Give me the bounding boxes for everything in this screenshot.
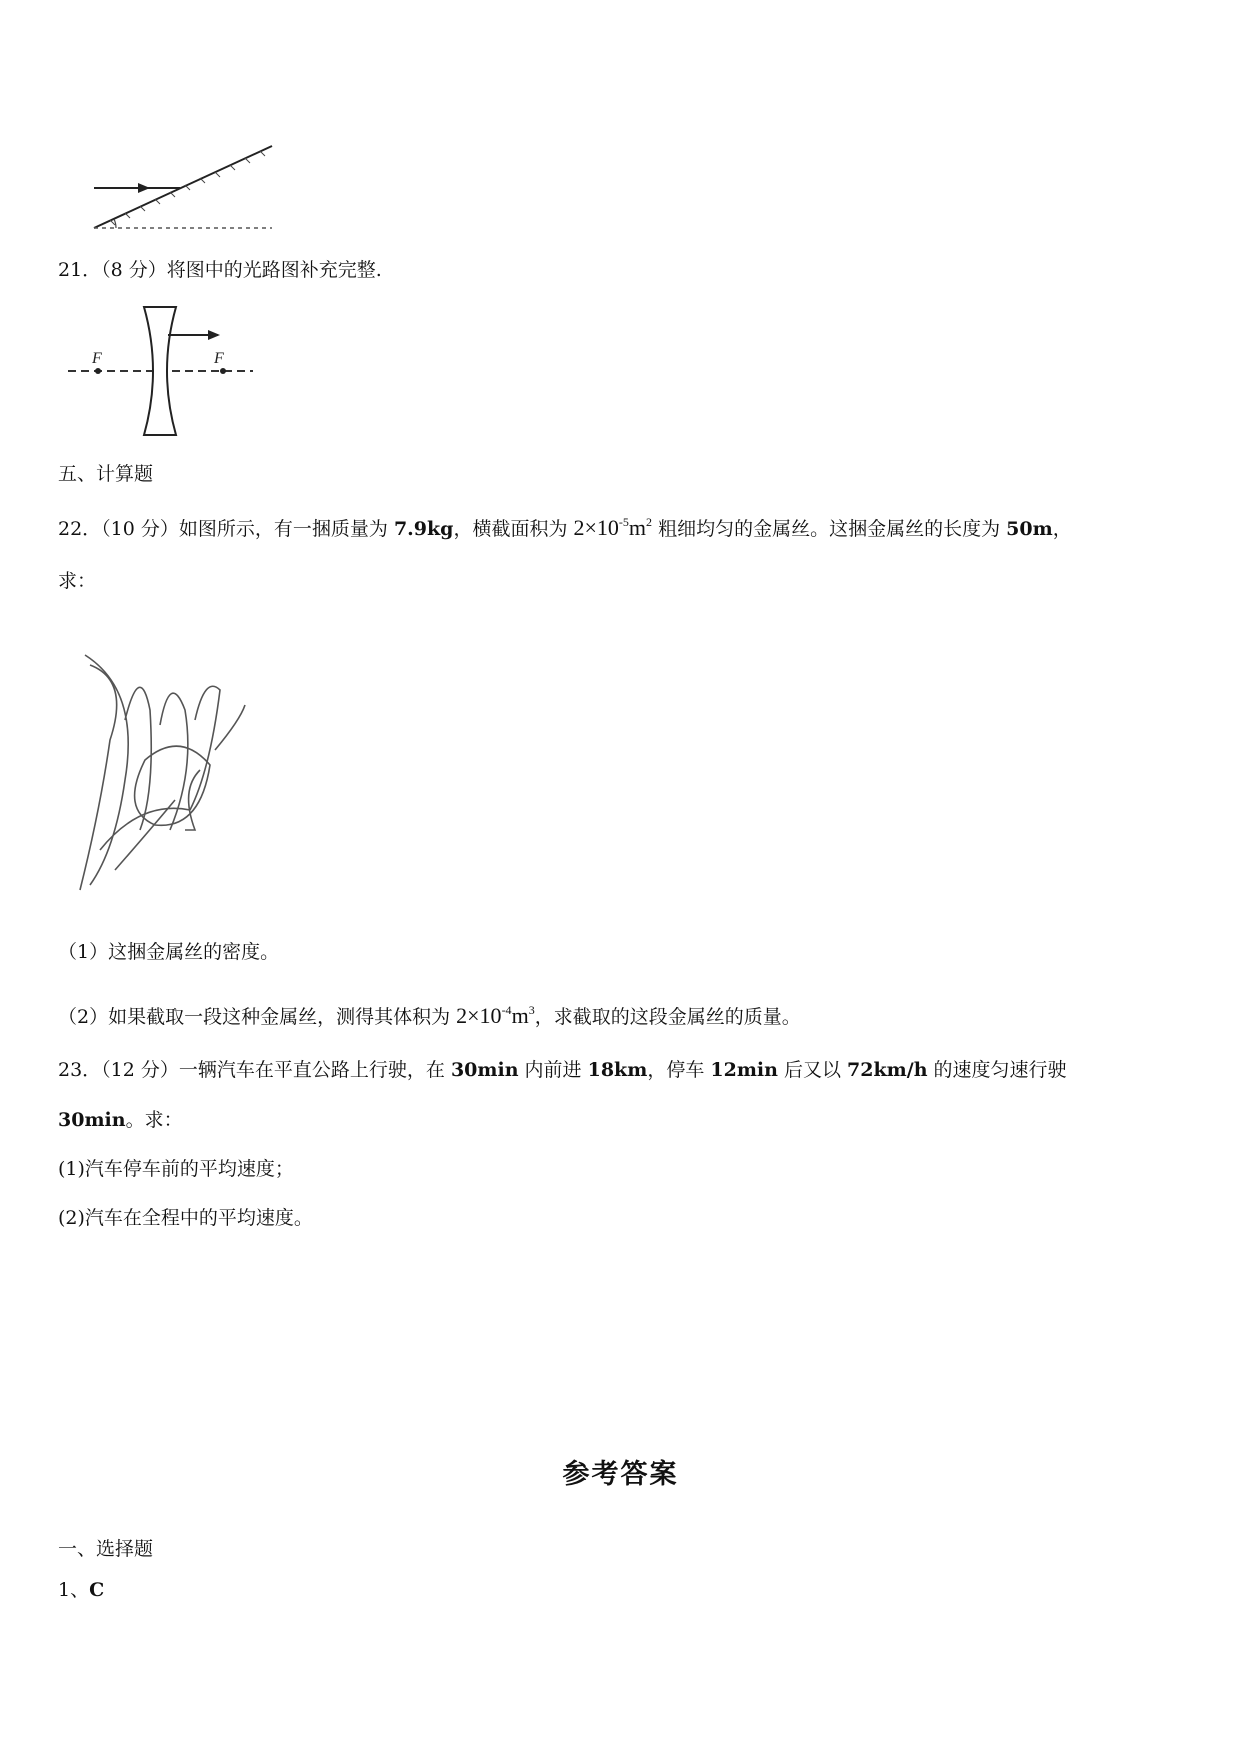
answer-1: 1、C [58,1579,105,1601]
question-21: 21．（8 分）将图中的光路图补充完整. [58,259,382,281]
question-23-sub1: (1)汽车停车前的平均速度； [58,1158,294,1180]
wire-coil-figure [70,650,250,905]
section-heading: 五、计算题 [58,463,154,485]
question-23-line1: 23．（12 分）一辆汽车在平直公路上行驶，在 30min 内前进 18km，停车 12min 后又以 72km/h 的速度匀速行驶 [58,1059,1067,1081]
question-22-sub1: （1）这捆金属丝的密度。 [58,941,280,963]
answers-section-heading: 一、选择题 [58,1538,154,1560]
question-23-sub2: (2)汽车在全程中的平均速度。 [58,1207,313,1229]
focal-point-right-label: F [214,350,224,367]
question-22-line1: 22．（10 分）如图所示，有一捆质量为 7.9kg，横截面积为 $2\times 10^{-5}m^2$ 粗细均匀的金属丝。这捆金属丝的长度为 50m， [58,515,1072,540]
answers-title: 参考答案 [562,1459,679,1490]
mirror-diagram [80,140,280,230]
question-22-line2: 求： [58,570,97,592]
question-23-line2: 30min。求： [58,1109,183,1131]
concave-lens-diagram [68,305,258,445]
question-22-sub2: （2）如果截取一段这种金属丝，测得其体积为 $2\times 10^{-4}m^3$，求截取的这段金属丝的质量。 [58,1003,801,1028]
focal-point-left-label: F [92,350,102,367]
